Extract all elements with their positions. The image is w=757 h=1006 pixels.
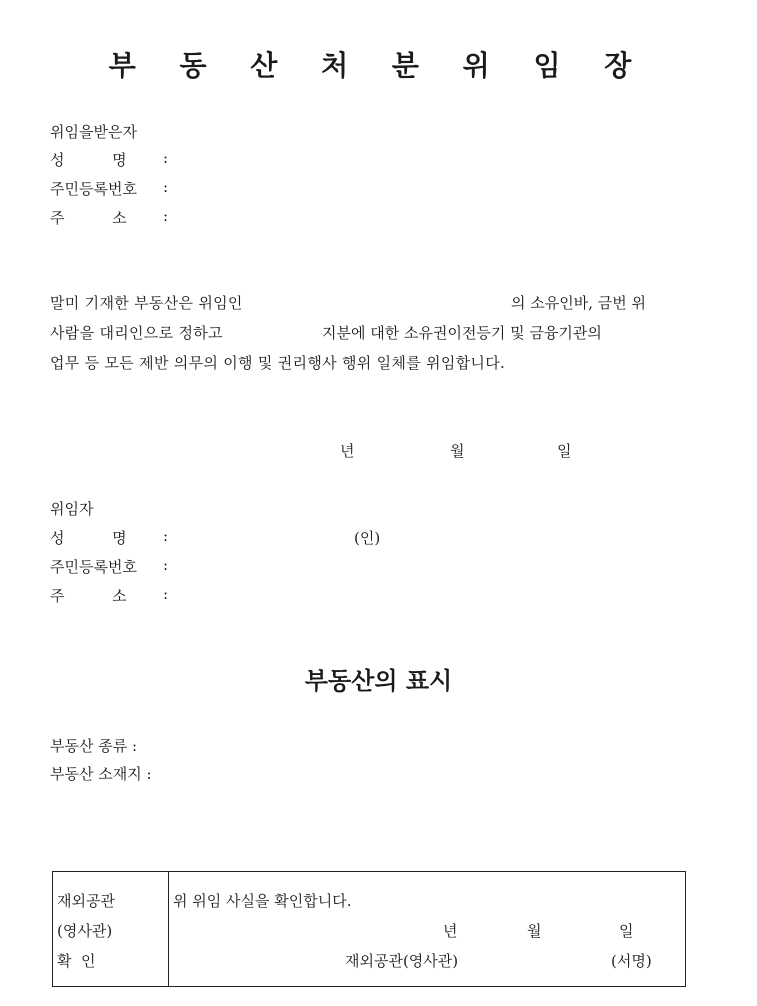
grantor-name-label: 성 명: [50, 529, 127, 547]
grantor-address-label: 주 소: [50, 587, 127, 605]
body-line-2b: 지분에 대한 소유권이전등기 및 금융기관의: [322, 324, 602, 342]
confirmation-day: 일: [619, 922, 634, 940]
grantee-address-label: 주 소: [50, 209, 127, 227]
confirmation-year: 년: [443, 922, 458, 940]
grantor-heading: 위임자: [50, 500, 94, 518]
property-location-label: 부동산 소재지 :: [50, 765, 152, 783]
consular-confirmation-box: [52, 871, 686, 987]
body-line-2a: 사람을 대리인으로 정하고: [50, 324, 223, 342]
grantor-id-colon: :: [163, 556, 169, 574]
property-heading: 부동산의 표시: [304, 667, 453, 695]
confirmation-divider: [168, 872, 169, 986]
grantor-seal: (인): [354, 529, 381, 547]
grantee-name-colon: :: [163, 149, 169, 167]
grantee-id-label: 주민등록번호: [50, 180, 137, 198]
grantor-address-colon: :: [163, 585, 169, 603]
document-title: 부 동 산 처 분 위 임 장: [108, 49, 649, 82]
date-month: 월: [450, 442, 465, 460]
date-year: 년: [340, 442, 355, 460]
grantor-name-row: [50, 527, 381, 548]
body-line-1b: 의 소유인바, 금번 위: [511, 294, 646, 312]
grantee-heading: 위임을받은자: [50, 123, 137, 141]
grantor-address-row: [50, 585, 169, 606]
grantee-id-colon: :: [163, 178, 169, 196]
grantee-name-row: [50, 149, 169, 170]
confirmation-month: 월: [527, 922, 542, 940]
body-line-1a: 말미 기재한 부동산은 위임인: [50, 294, 243, 312]
grantee-address-row: [50, 207, 169, 228]
grantor-id-label: 주민등록번호: [50, 558, 137, 576]
confirmation-label-line3: 확 인: [57, 952, 96, 970]
date-day: 일: [557, 442, 572, 460]
body-line-3: 업무 등 모든 제반 의무의 이행 및 권리행사 행위 일체를 위임합니다.: [50, 354, 506, 372]
confirmation-signature: (서명): [611, 952, 652, 970]
grantor-name-colon: :: [163, 527, 169, 545]
grantor-id-row: [50, 556, 169, 577]
grantee-id-row: [50, 178, 169, 199]
property-type-label: 부동산 종류 :: [50, 737, 138, 755]
grantee-name-label: 성 명: [50, 151, 127, 169]
grantee-address-colon: :: [163, 207, 169, 225]
confirmation-statement: 위 위임 사실을 확인합니다.: [173, 892, 352, 910]
confirmation-label-line1: 재외공관: [57, 892, 115, 910]
confirmation-office: 재외공관(영사관): [345, 952, 459, 970]
confirmation-label-line2: (영사관): [57, 922, 113, 940]
